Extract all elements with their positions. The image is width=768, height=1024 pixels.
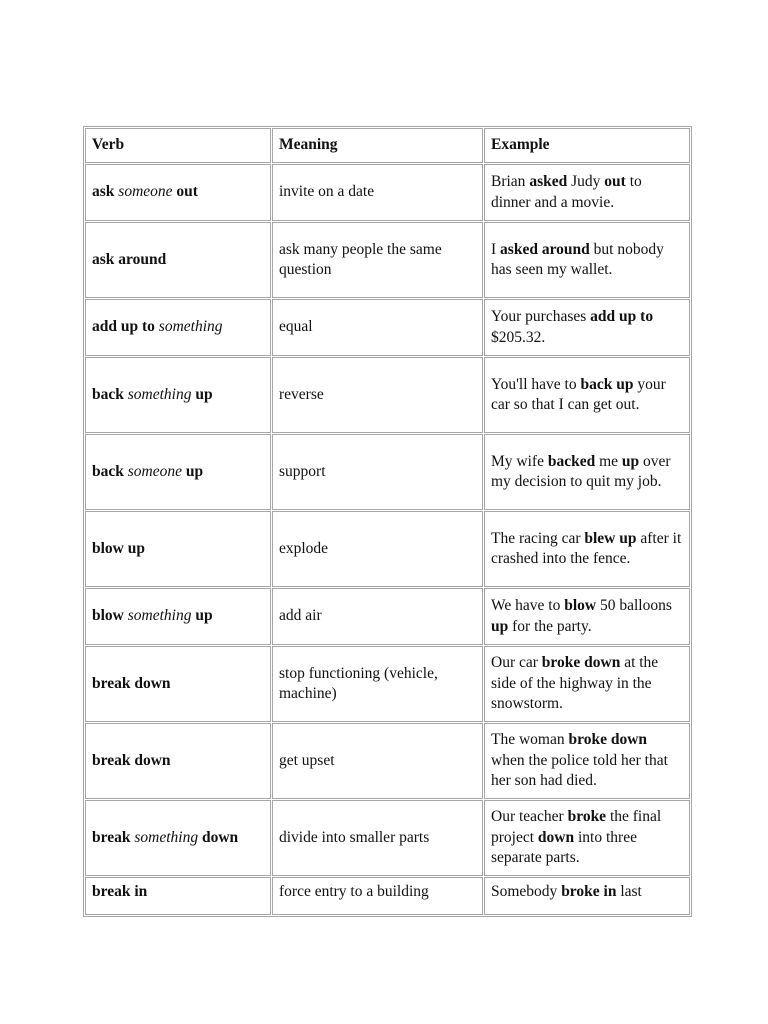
text-run: Your purchases — [491, 308, 591, 326]
text-run: blew up — [584, 529, 637, 547]
text-run: blow up — [92, 539, 145, 557]
text-run: over my decision to quit my job. — [491, 452, 671, 490]
verb-cell — [85, 357, 271, 433]
text-run: something — [158, 318, 223, 336]
text-run: out — [172, 183, 198, 201]
text-run: the final project — [491, 808, 662, 846]
text-run: Brian — [491, 173, 530, 191]
text-run: up — [491, 617, 509, 635]
verb-cell — [85, 800, 271, 876]
table-row — [85, 164, 690, 221]
text-run: up — [182, 462, 204, 480]
text-run: blow — [564, 597, 597, 615]
text-run: Our car — [491, 654, 542, 672]
text-run: ask around — [92, 250, 167, 268]
text-run: back — [92, 385, 128, 403]
verb-cell — [85, 164, 271, 221]
text-run: broke in — [561, 883, 617, 900]
verb-cell — [85, 222, 271, 298]
text-run: up — [191, 607, 213, 625]
meaning-cell: support — [272, 434, 483, 510]
text-run: break in — [92, 883, 148, 900]
text-run: 50 balloons — [596, 597, 672, 615]
example-cell — [484, 164, 690, 221]
verb-cell — [85, 511, 271, 587]
meaning-cell: explode — [272, 511, 483, 587]
table-row — [85, 222, 690, 298]
text-run: add up to — [590, 308, 654, 326]
example-cell — [484, 723, 690, 799]
header-example: Example — [484, 128, 690, 163]
example-cell — [484, 800, 690, 876]
verb-cell — [85, 588, 271, 645]
text-run: into three separate parts. — [491, 828, 637, 867]
text-run: up — [621, 452, 640, 470]
verb-cell — [85, 723, 271, 799]
table-row — [85, 299, 690, 356]
text-run: broke down — [568, 731, 648, 749]
table-row — [85, 357, 690, 433]
example-cell — [484, 588, 690, 645]
table-row — [85, 723, 690, 799]
meaning-cell: reverse — [272, 357, 483, 433]
text-run: break — [92, 828, 135, 846]
meaning-cell: invite on a date — [272, 164, 483, 221]
meaning-cell: get upset — [272, 723, 483, 799]
text-run: something — [127, 385, 192, 403]
verb-cell — [85, 434, 271, 510]
table-row — [85, 511, 690, 587]
text-run: Judy — [567, 173, 605, 191]
text-run: out — [604, 173, 626, 191]
text-run: someone — [127, 462, 182, 480]
text-run: Somebody — [491, 883, 562, 900]
text-run: down — [198, 828, 239, 846]
text-run: You'll have to — [491, 375, 581, 393]
text-run: your car so that I can get out. — [491, 375, 666, 413]
meaning-cell: add air — [272, 588, 483, 645]
example-cell — [484, 434, 690, 510]
table-row — [85, 588, 690, 645]
table-row — [85, 800, 690, 876]
example-cell — [484, 299, 690, 356]
text-run: The woman — [491, 731, 569, 749]
example-cell — [484, 877, 690, 915]
text-run: Our teacher — [491, 808, 568, 826]
example-cell — [484, 646, 690, 722]
phrasal-verb-table-container — [83, 126, 686, 917]
table-row — [85, 877, 690, 915]
text-run: broke — [567, 808, 607, 826]
table-header-row — [85, 128, 690, 163]
text-run: someone — [118, 183, 173, 201]
text-run: something — [134, 828, 199, 846]
text-run: The racing car — [491, 529, 585, 547]
text-run: ask — [92, 183, 119, 201]
text-run: backed — [547, 452, 596, 470]
text-run: broke down — [541, 654, 621, 672]
table-row — [85, 646, 690, 722]
text-run: asked — [529, 173, 568, 191]
meaning-cell: stop functioning (vehicle, machine) — [272, 646, 483, 722]
verb-cell — [85, 646, 271, 722]
text-run: me — [595, 452, 622, 470]
text-run: blow — [92, 607, 128, 625]
text-run: when the police told her that her son had died. — [491, 751, 668, 790]
meaning-cell: force entry to a building — [272, 877, 483, 915]
text-run: last — [616, 883, 642, 900]
phrasal-verb-table — [83, 126, 692, 917]
text-run: break down — [92, 751, 171, 769]
text-run: We have to — [491, 597, 565, 615]
verb-cell — [85, 877, 271, 915]
text-run: back — [92, 462, 128, 480]
text-run: for the party. — [508, 617, 592, 635]
text-run: My wife — [491, 452, 548, 470]
text-run: at the side of the highway in the snowstorm. — [491, 654, 659, 713]
meaning-cell: divide into smaller parts — [272, 800, 483, 876]
meaning-cell: equal — [272, 299, 483, 356]
example-cell — [484, 222, 690, 298]
text-run: asked around — [500, 240, 590, 258]
text-run: I — [491, 240, 501, 258]
table-row — [85, 434, 690, 510]
text-run: to dinner and a movie. — [491, 173, 642, 211]
header-verb: Verb — [85, 128, 271, 163]
text-run: $205.32. — [491, 328, 546, 346]
text-run: back up — [580, 375, 634, 393]
header-meaning: Meaning — [272, 128, 483, 163]
text-run: but nobody has seen my wallet. — [491, 240, 664, 278]
text-run: down — [537, 828, 575, 846]
meaning-cell: ask many people the same question — [272, 222, 483, 298]
text-run: after it crashed into the fence. — [491, 529, 682, 567]
example-cell — [484, 357, 690, 433]
text-run: add up to — [92, 318, 159, 336]
text-run: something — [127, 607, 192, 625]
text-run: break down — [92, 674, 171, 692]
text-run: up — [191, 385, 213, 403]
example-cell — [484, 511, 690, 587]
verb-cell — [85, 299, 271, 356]
